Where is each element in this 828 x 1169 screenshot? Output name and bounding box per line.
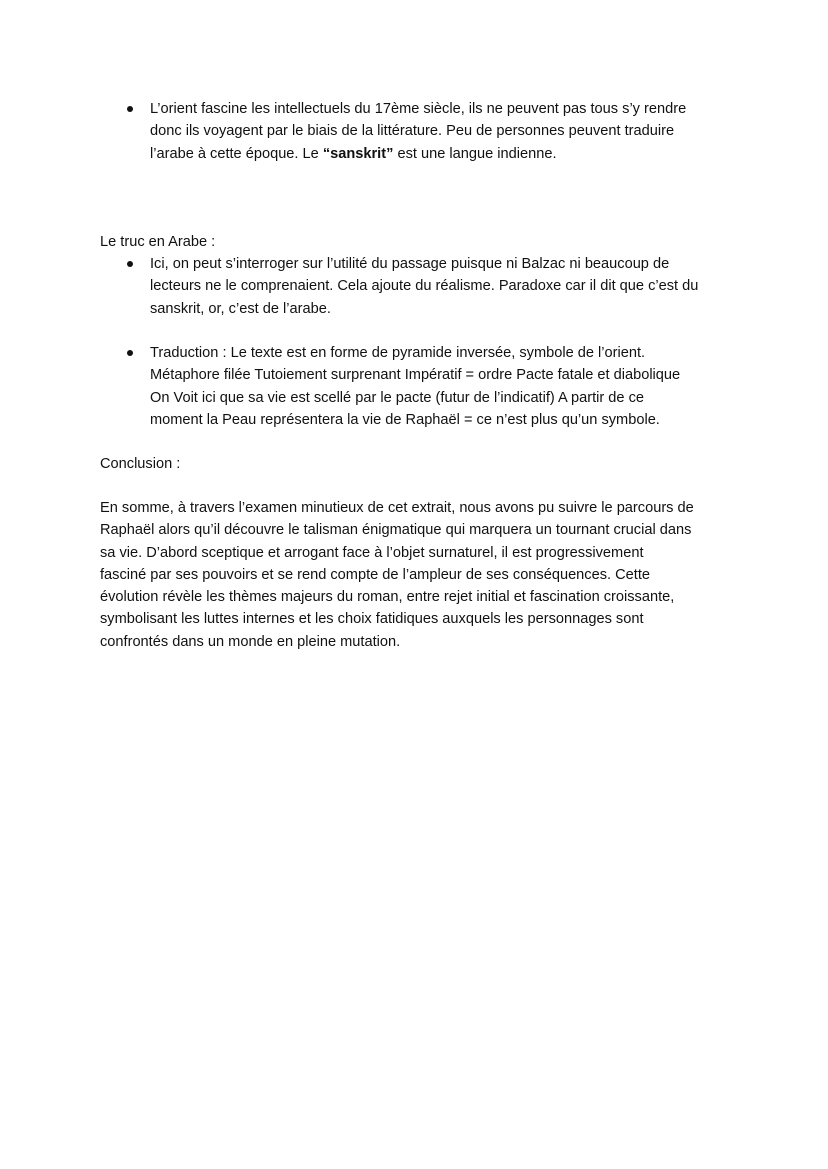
text-run: l’arabe à cette époque. Le	[150, 145, 323, 162]
bold-term: “sanskrit”	[322, 145, 394, 162]
text-line: En somme, à travers l’examen minutieux de cet extrait, nous avons pu suivre le parcours de	[100, 500, 694, 516]
list-item	[127, 98, 737, 165]
text-line: évolution révèle les thèmes majeurs du roman, entre rejet initial et fascination croissante,	[100, 589, 675, 606]
text-line: L’orient fascine les intellectuels du 17ème siècle, ils ne peuvent pas tous s’y rendre	[150, 101, 687, 117]
text-line: moment la Peau représentera la vie de Raphaël = ce n’est plus qu’un symbole.	[150, 411, 660, 428]
conclusion-paragraph	[100, 497, 740, 653]
text-line: sa vie. D’abord sceptique et arrogant face à l’objet surnaturel, il est progressivement	[100, 544, 644, 561]
intro-bullet-list	[127, 98, 737, 165]
text-line: lecteurs ne le comprenaient. Cela ajoute du réalisme. Paradoxe car il dit que c’est du	[150, 278, 699, 295]
bullet-icon	[127, 261, 133, 267]
text-line	[150, 143, 737, 165]
traduction-bullet-list	[127, 342, 737, 431]
section-heading-conclusion: Conclusion :	[100, 456, 181, 472]
list-item	[127, 342, 737, 431]
text-line: confrontés dans un monde en pleine mutation.	[100, 633, 401, 650]
text-run: est une langue indienne.	[393, 145, 557, 162]
arabe-bullet-list	[127, 253, 737, 320]
text-line: Ici, on peut s’interroger sur l’utilité du passage puisque ni Balzac ni beaucoup de	[150, 256, 670, 272]
bullet-icon	[127, 106, 133, 112]
text-line: symbolisant les luttes internes et les choix fatidiques auxquels les personnages sont	[100, 611, 644, 628]
text-line: On Voit ici que sa vie est scellé par le pacte (futur de l’indicatif) A partir de ce	[150, 389, 645, 406]
text-line: donc ils voyagent par le biais de la littérature. Peu de personnes peuvent traduire	[150, 123, 675, 140]
text-line: fasciné par ses pouvoirs et se rend compte de l’ampleur de ses conséquences. Cette	[100, 566, 651, 583]
bullet-icon	[127, 350, 133, 356]
text-line: sanskrit, or, c’est de l’arabe.	[150, 300, 331, 317]
list-item	[127, 253, 737, 320]
text-line: Raphaël alors qu’il découvre le talisman énigmatique qui marquera un tournant crucial dans	[100, 522, 692, 539]
section-heading-arabe: Le truc en Arabe :	[100, 234, 216, 250]
text-line: Traduction : Le texte est en forme de pyramide inversée, symbole de l’orient.	[150, 345, 646, 361]
text-line: Métaphore filée Tutoiement surprenant Impératif = ordre Pacte fatale et diabolique	[150, 367, 681, 384]
